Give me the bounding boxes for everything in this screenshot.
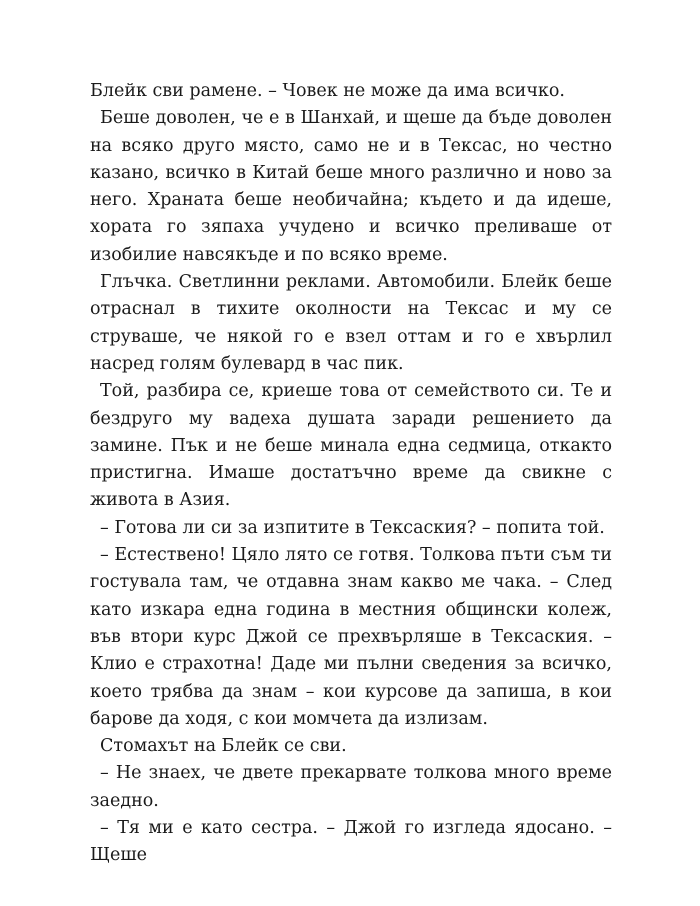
paragraph-8: – Не знаех, че двете прекарвате толкова много време заедно.: [90, 763, 612, 811]
paragraph-6: – Естествено! Цяло лято се готвя. Толкова пъти съм ти гостувала там, че отдавна знам какво ме чака. – След като изкара една година в местния общински колеж, във втори курс Джой се прехвърляше в Тексаския. – Клио е страхотна! Даде ми пълни сведения за всичко, което трябва да знам – кои курсове да запиша, в кои барове да ходя, с кои момчета да излизам.: [90, 545, 612, 729]
paragraph-3: Глъчка. Светлинни реклами. Автомобили. Блейк беше отраснал в тихите околности на Тексас и му се струваше, че някой го е взел оттам и го е хвърлил насред голям булевард в час пик.: [90, 272, 612, 374]
book-page: [90, 78, 612, 870]
paragraph-1: Блейк сви рамене. – Човек не може да има всичко.: [90, 81, 565, 101]
paragraph-2: Беше доволен, че е в Шанхай, и щеше да бъде доволен на всяко друго място, само не и в Тексас, но честно казано, всичко в Китай беше много различно и ново за него. Храната беше необичайна; където и да идеше, хората го зяпаха учудено и всичко преливаше от изобилие навсякъде и по всяко време.: [90, 108, 612, 265]
paragraph-5: – Готова ли си за изпитите в Тексаския? – попита той.: [100, 517, 605, 538]
paragraph-4: Той, разбира се, криеше това от семейството си. Те и бездруго му вадеха душата заради решението да замине. Пък и не беше минала една седмица, откакто пристигна. Имаше достатъчно време да свикне с живота в Азия.: [90, 381, 612, 511]
paragraph-9: – Тя ми е като сестра. – Джой го изгледа ядосано. – Щеше: [90, 818, 612, 866]
paragraph-7: Стомахът на Блейк се сви.: [100, 736, 347, 757]
